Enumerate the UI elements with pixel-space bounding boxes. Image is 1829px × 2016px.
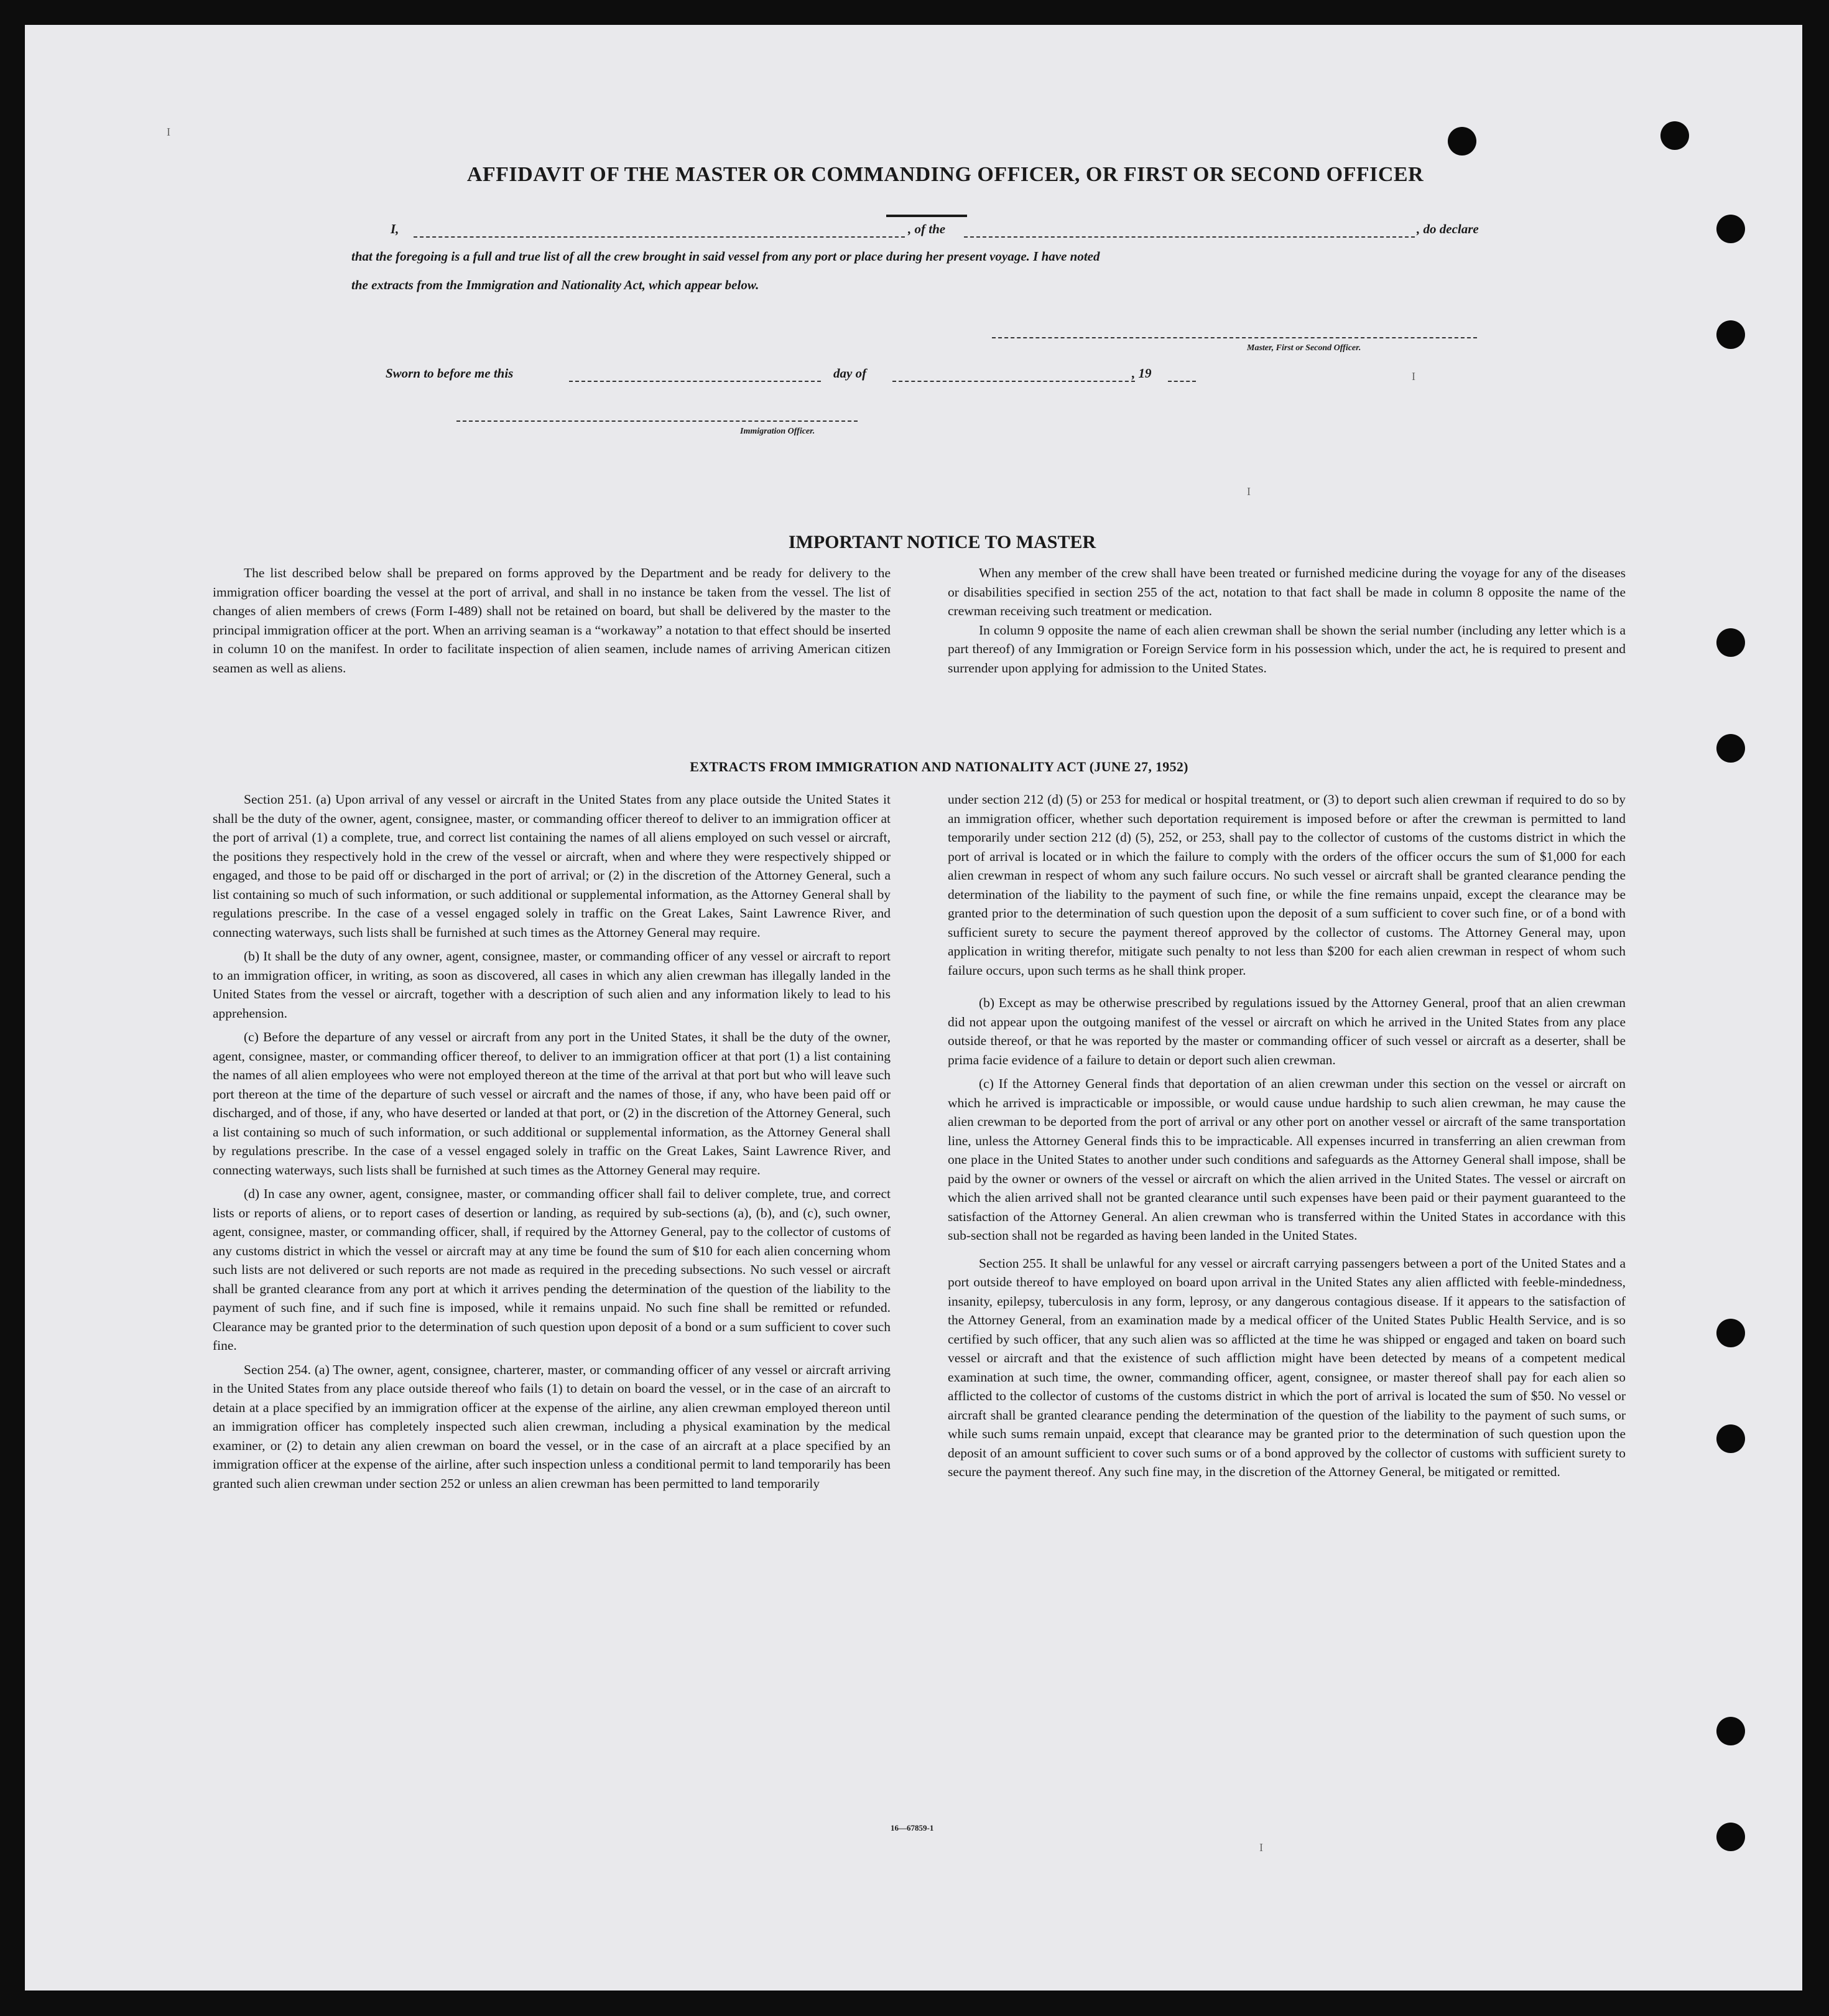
binder-hole — [1716, 628, 1745, 657]
do-declare-label: , do declare — [1417, 221, 1479, 236]
binder-hole — [1448, 127, 1476, 156]
section-251-d: (d) In case any owner, agent, consignee, master, or commanding officer shall fail to deliver complete, true, and correct lists or reports of aliens, or to report cases of desertion or landing, as required by sub-sections (a), (b), and (c), such owner, agent, consignee, master, or commanding officer, shall, if required by the Attorney General, pay to the collector of customs of any customs district in which the vessel or aircraft may at any time be found the sum of $10 for each alien concerning whom such lists are not delivered or such reports are not made as required in the preceding subsections. No such vessel or aircraft shall be granted clearance from any port at which it arrives pending the determination of the question of the liability to the payment of such fine, and if such fine is imposed, while it remains unpaid. No such fine shall be remitted or refunded. Clearance may be granted prior to the determination of such question upon deposit of a bond or a sum sufficient to cover such fine. — [213, 1186, 891, 1353]
extracts-title: EXTRACTS FROM IMMIGRATION AND NATIONALITY ACT (JUNE 27, 1952) — [690, 759, 1188, 774]
scan-mark: I — [1247, 485, 1251, 498]
vessel-line — [964, 236, 1415, 238]
declaration-line-3: the extracts from the Immigration and Nationality Act, which appear below. — [351, 277, 759, 292]
officer-signature-line — [456, 420, 858, 422]
binder-hole — [1716, 1319, 1745, 1347]
sworn-month-line — [892, 381, 1135, 382]
notice-right-column — [948, 564, 1626, 682]
document-page — [25, 25, 1802, 1990]
notice-right-paragraph-2: In column 9 opposite the name of each alien crewman shall be shown the serial number (including any letter which is a part thereof) of any Immigration or Foreign Service form in his possession which, under the act, he is required to present and surrender upon applying for admission to the United States. — [948, 622, 1626, 676]
declaration-line-2: that the foregoing is a full and true list of all the crew brought in said vessel from any port or place during her present voyage. I have noted — [351, 249, 1100, 264]
notice-left-column — [213, 564, 891, 682]
name-line — [414, 236, 905, 238]
section-255: Section 255. It shall be unlawful for any vessel or aircraft carrying passengers between a port of the United States and a port outside thereof to have employed on board upon arrival in the United States any alien afflicted with feeble-mindedness, insanity, epilepsy, tuberculosis in any form, leprosy, or any dangerous contagious disease. If it appears to the satisfaction of the Attorney General, from an examination made by a medical officer of the United States Public Health Service, and is so certified by such officer, that any such alien was so afflicted at the time he was shipped or engaged and taken on board such vessel or aircraft and that the existence of such affliction might have been detected by means of a competent medical examination at such time, the owner, commanding officer, agent, consignee, or master thereof shall pay for each alien so afflicted to the collector of customs of the customs district in which the port of arrival is located the sum of $50. No vessel or aircraft shall be granted clearance pending the determination of the question of the liability to the payment of such sums, or while such sums remain unpaid, except that clearance may be granted prior to the determination of such question upon the deposit of an amount sufficient to cover such sums or of a bond approved by the collector of customs with sufficient surety to secure the payment thereof. Any such fine may, in the discretion of the Attorney General, be mitigated or remitted. — [948, 1255, 1626, 1479]
scan-mark: I — [1412, 370, 1415, 383]
binder-hole — [1716, 1717, 1745, 1745]
notice-right-paragraph-1: When any member of the crew shall have been treated or furnished medicine during the voyage for any of the diseases or disabilities specified in section 255 of the act, notation to that fact shall be made in column 8 opposite the name of the crewman receiving such treatment or medication. — [948, 565, 1626, 618]
year-label: , 19 — [1132, 366, 1152, 381]
year-line — [1168, 381, 1196, 382]
scan-mark: I — [1259, 1841, 1263, 1854]
section-254-c: (c) If the Attorney General finds that deportation of an alien crewman under this section on the vessel or aircraft on which he arrived is impracticable or impossible, or would cause undue hardship to such alien crewman, he may cause the alien crewman to be deported from the port of arrival or any other port on another vessel or aircraft of the same transportation line, unless the Attorney General finds this to be impracticable. All expenses incurred in transferring an alien crewman from one place in the United States to another under such conditions and safeguards as the Attorney General shall impose, shall be paid by the owner or owners of the vessel or aircraft on which the alien arrived in the United States. The vessel or aircraft on which the alien arrived shall not be granted clearance until such expenses have been paid or their payment guaranteed to the satisfaction of the Attorney General. An alien crewman who is transferred within the United States in accordance with this sub-section shall not be regarded as having been landed in the United States. — [948, 1076, 1626, 1243]
notice-title: IMPORTANT NOTICE TO MASTER — [788, 532, 1096, 552]
affidavit-title: AFFIDAVIT OF THE MASTER OR COMMANDING OFFICER, OR FIRST OR SECOND OFFICER — [466, 163, 1424, 186]
section-254-a: Section 254. (a) The owner, agent, consignee, charterer, master, or commanding officer of any vessel or aircraft arriving in the United States from any place outside thereof who fails (1) to detain on board the vessel, or in the case of an aircraft to detain at a place specified by an immigration officer at the expense of the airline, any alien crewman employed thereon until an immigration officer has completely inspected such alien crewman, including a physical examination by the medical examiner, or (2) to detain any alien crewman on board the vessel, or in the case of an aircraft at a place specified by an immigration officer at the expense of the airline, after such inspection unless a conditional permit to land temporarily has been granted such alien crewman under section 252 or unless an alien crewman has been permitted to land temporarily — [213, 1362, 891, 1491]
title-underline — [886, 215, 967, 217]
day-of-label: day of — [833, 366, 867, 381]
sworn-day-line — [569, 381, 821, 382]
binder-hole — [1716, 734, 1745, 763]
binder-hole — [1716, 1823, 1745, 1851]
section-251-b: (b) It shall be the duty of any owner, agent, consignee, master, or commanding officer of any vessel or aircraft to report to an immigration officer, in writing, as soon as discovered, all cases in which any alien crewman has illegally landed in the United States from the vessel or aircraft, together with a description of such alien and any information likely to lead to his apprehension. — [213, 949, 891, 1021]
extracts-left-column — [213, 790, 891, 1498]
binder-hole — [1716, 320, 1745, 349]
scan-mark: I — [167, 126, 170, 138]
binder-hole — [1660, 121, 1689, 150]
section-254-b: (b) Except as may be otherwise prescribed by regulations issued by the Attorney General, proof that an alien crewman did not appear upon the outgoing manifest of the vessel or aircraft on which he arrived in the United States from any place outside thereof, or that he was reported by the master or commanding officer of such vessel or aircraft as a deserter, shall be prima facie evidence of a failure to detain or deport such alien crewman. — [948, 995, 1626, 1067]
i-label: I, — [391, 221, 399, 236]
sworn-label: Sworn to before me this — [386, 366, 514, 381]
extracts-right-column — [948, 790, 1626, 1487]
form-number: 16—67859-1 — [891, 1823, 934, 1833]
section-251-c: (c) Before the departure of any vessel or aircraft from any port in the United States, it shall be the duty of the owner, agent, consignee, master, or commanding officer thereof, to deliver to an immigration officer at that port (1) a list containing the names of all alien employees who were not employed thereon at the time of the arrival at that port but who will leave such port thereon at the time of the departure of such vessel or aircraft and the names of those, if any, who have been paid off or discharged, and of those, if any, who have deserted or landed at that port, or (2) in the discretion of the Attorney General, such a list containing so much of such information, or such additional or supplemental information, as the Attorney General shall by regulations prescribe. In the case of a vessel engaged solely in traffic on the Great Lakes, Saint Lawrence River, and connecting waterways, such lists shall be furnished at such times as the Attorney General may require. — [213, 1029, 891, 1178]
of-the-label: , of the — [908, 221, 946, 236]
section-254-a-continued: under section 212 (d) (5) or 253 for medical or hospital treatment, or (3) to deport such alien crewman if required to do so by an immigration officer, whether such deportation requirement is imposed before or after the crewman is permitted to land temporarily under section 212 (d) (5), 252, or 253, shall pay to the collector of customs of the customs district in which the port of arrival is located or in which the failure to comply with the orders of the officer occurs the sum of $1,000 for each alien crewman in respect of whom any such failure occurs. No such vessel or aircraft shall be granted clearance pending the determination of the liability to the payment of such fine, or while the fine remains unpaid, except the clearance may be granted prior to the determination of such question upon the deposit of a sum sufficient to cover such fine, or of a bond with sufficient surety to secure the payment thereof approved by the collector of customs. The Attorney General may, upon application in writing therefor, mitigate such penalty to not less than $200 for each alien crewman in respect of whom such failure occurs, upon such terms as he shall think proper. — [948, 792, 1626, 978]
section-251-a: Section 251. (a) Upon arrival of any vessel or aircraft in the United States from any place outside the United States it shall be the duty of the owner, agent, consignee, master, or commanding officer thereof to deliver to an immigration officer at the port of arrival (1) a complete, true, and correct list containing the names of all aliens employed on such vessel or aircraft, the positions they respectively hold in the crew of the vessel or aircraft, when and where they were respectively shipped or engaged, and those to be paid off or discharged in the port of arrival; or (2) in the discretion of the Attorney General, such a list containing so much of such information, or such additional or supplemental information, as the Attorney General shall by regulations prescribe. In the case of a vessel engaged solely in traffic on the Great Lakes, Saint Lawrence River, and connecting waterways, such lists shall be furnished at such times as the Attorney General may require. — [213, 792, 891, 940]
immigration-officer-label: Immigration Officer. — [740, 427, 815, 436]
master-label: Master, First or Second Officer. — [1247, 343, 1361, 353]
master-signature-line — [992, 337, 1477, 338]
binder-hole — [1716, 1424, 1745, 1453]
notice-left-paragraph: The list described below shall be prepared on forms approved by the Department and be ready for delivery to the immigration officer boarding the vessel at the port of arrival, and shall in no instance be taken from the vessel. The list of changes of alien members of crews (Form I-489) shall not be retained on board, but shall be delivered by the master to the principal immigration officer at the port. When an arriving seaman is a “workaway” a notation to that effect should be inserted in column 10 on the manifest. In order to facilitate inspection of alien seamen, include names of arriving American citizen seamen as well as aliens. — [213, 565, 891, 676]
binder-hole — [1716, 215, 1745, 243]
